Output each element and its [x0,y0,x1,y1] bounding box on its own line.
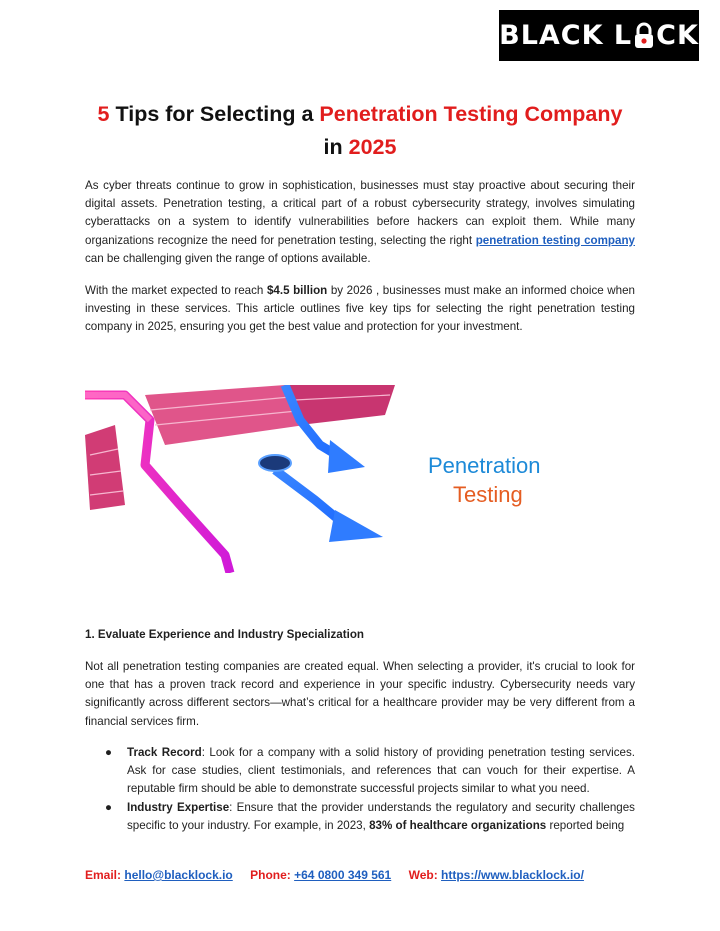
illustration-label-line2: Testing [453,482,523,507]
illustration-label-line1: Penetration [428,453,541,478]
bullet-bold: Track Record [127,746,202,759]
phone-link[interactable]: +64 0800 349 561 [294,868,392,882]
contact-footer [85,868,598,882]
section-heading: 1. Evaluate Experience and Industry Specialization [85,628,364,641]
penetration-testing-illustration [85,385,635,573]
title-highlight: Penetration Testing Company [319,102,623,126]
title-part2: in [323,135,349,159]
penetration-testing-company-link[interactable]: penetration testing company [475,233,635,247]
web-label: Web: [408,868,438,882]
page-title [60,98,660,164]
market-amount: $4.5 billion [266,284,328,297]
market-after: by 2026 , businesses must make an informed choice when investing in these services. This article outlines five key tips for selecting the right penetration testing company in 2025, ensuring you get the best value and protection for your investment. [85,284,635,334]
blacklock-logo[interactable] [499,10,699,61]
bullet-text: : Ensure that the provider understands the regulatory and security challenges specific to your industry. For example, in 2023, [127,800,635,832]
target-icon [259,455,291,471]
title-number: 5 [97,102,110,126]
bullet-bold: Industry Expertise [127,800,230,814]
intro-text-after: can be challenging given the range of options available. [85,251,371,265]
market-paragraph [85,282,635,337]
logo-text-left: BLACK L [499,20,633,51]
intro-paragraph [85,177,635,268]
intro-text-before: As cyber threats continue to grow in sophistication, businesses must stay proactive about securing their digital assets. Penetration testing, a critical part of a robust cybersecurity strategy, involves simulating cyberattacks on a system to identify vulnerabilities before hackers can exploit them. While many organizations recognize the need for penetration testing, selecting the right [85,179,635,247]
logo-text-right: CK [656,20,699,51]
tips-bullet-list [85,744,635,835]
title-part1: Tips for Selecting a [109,102,320,126]
email-label: Email: [85,868,122,882]
bullet-text-end: reported being [546,818,625,832]
bullet-text: : Look for a company with a solid history of providing penetration testing services. Ask for case studies, client testimonials, and references that can vouch for their expertise. A reputable firm should be able to demonstrate successful projects similar to what you need. [127,746,635,796]
section-paragraph: Not all penetration testing companies are created equal. When selecting a provider, it's crucial to look for one that has a proven track record and experience in your specific industry. Cybersecurity needs vary significantly across different sectors—what’s critical for a healthcare provider may be very different from a financial services firm. [85,660,635,728]
web-link[interactable]: https://www.blacklock.io/ [441,868,584,882]
bullet-icon: ● [105,746,113,759]
list-item [85,799,635,835]
email-link[interactable]: hello@blacklock.io [124,868,233,882]
bullet-bold-stat: 83% of healthcare organizations [369,818,547,832]
title-year: 2025 [348,135,397,159]
padlock-icon [633,22,655,50]
bullet-icon: ● [105,800,113,814]
phone-label: Phone: [250,868,291,882]
market-before: With the market expected to reach [85,284,267,297]
list-item [85,744,635,799]
